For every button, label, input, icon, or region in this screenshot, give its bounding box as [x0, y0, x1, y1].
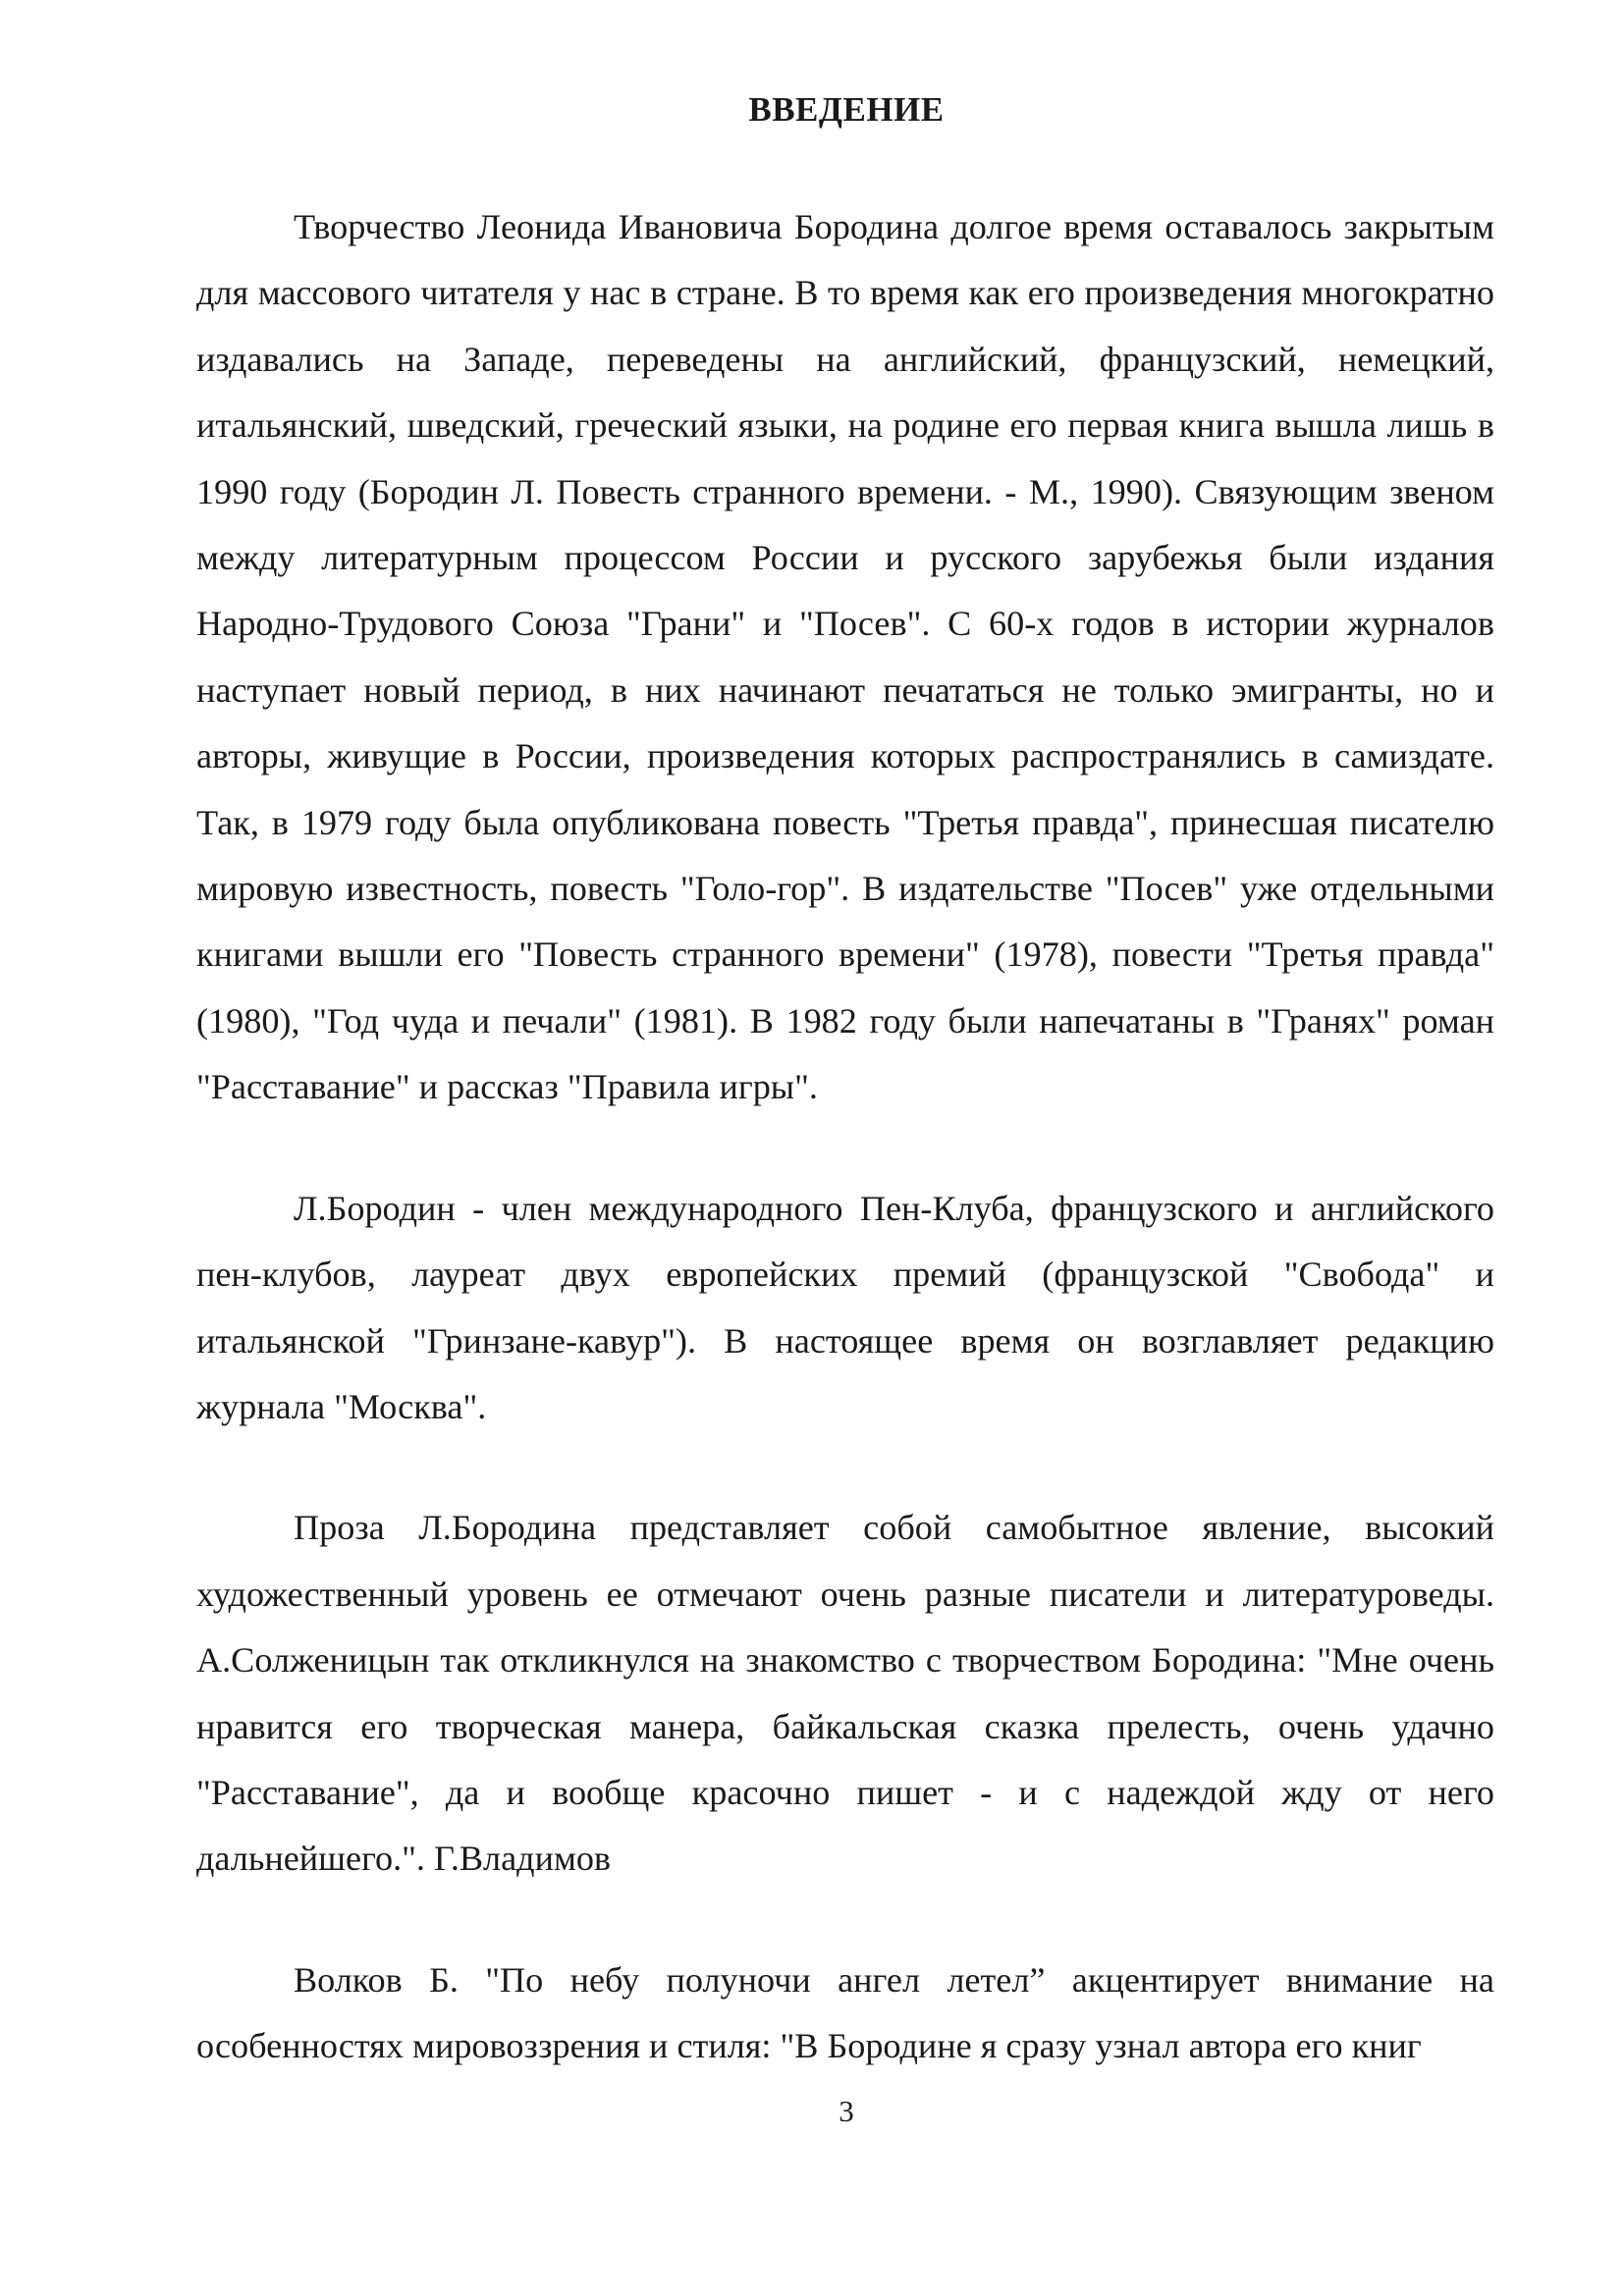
paragraph-4: Волков Б. "По небу полуночи ангел летел” акцентирует внимание на особенностях мировоззрения и стиля: "В Бородине я сразу узнал автора его книг [196, 1959, 1494, 2066]
body-text [196, 194, 1494, 2080]
paragraph-1: Творчество Леонида Ивановича Бородина долгое время оставалось закрытым для массового читателя у нас в стране. В то время как его произведения многократно издавались на Западе, переведены на английский, французский, немецкий, итальянский, шведский, греческий языки, на родине его первая книга вышла лишь в 1990 году (Бородин Л. Повесть странного времени. - М., 1990). Связующим звеном между литературным процессом России и русского зарубежья были издания Народно-Трудового Союза "Грани" и "Посев". С 60-х годов в истории журналов наступает новый период, в них начинают печататься не только эмигранты, но и авторы, живущие в России, произведения которых распространялись в самиздате. Так, в 1979 году была опубликована повесть "Третья правда", принесшая писателю мировую известность, повесть "Голо-гор". В издательстве "Посев" уже отдельными книгами вышли его "Повесть странного времени" (1978), повести "Третья правда" (1980), "Год чуда и печали" (1981). В 1982 году были напечатаны в "Гранях" роман "Расставание" и рассказ "Правила игры". [196, 207, 1494, 1107]
paragraph-2: Л.Бородин - член международного Пен-Клуба, французского и английского пен-клубов, лауреат двух европейских премий (французской "Свобода" и итальянской "Гринзане-кавур"). В настоящее время он возглавляет редакцию журнала "Москва". [196, 1188, 1494, 1426]
page-title: ВВЕДЕНИЕ [748, 90, 945, 129]
paragraph-3: Проза Л.Бородина представляет собой самобытное явление, высокий художественный уровень ее отмечают очень разные писатели и литературоведы. А.Солженицын так откликнулся на знакомство с творчеством Бородина: "Мне очень нравится его творческая манера, байкальская сказка прелесть, очень удачно "Расставание", да и вообще красочно пишет - и с надеждой жду от него дальнейшего.". Г.Владимов [196, 1508, 1494, 1879]
page-number: 3 [839, 2094, 854, 2128]
